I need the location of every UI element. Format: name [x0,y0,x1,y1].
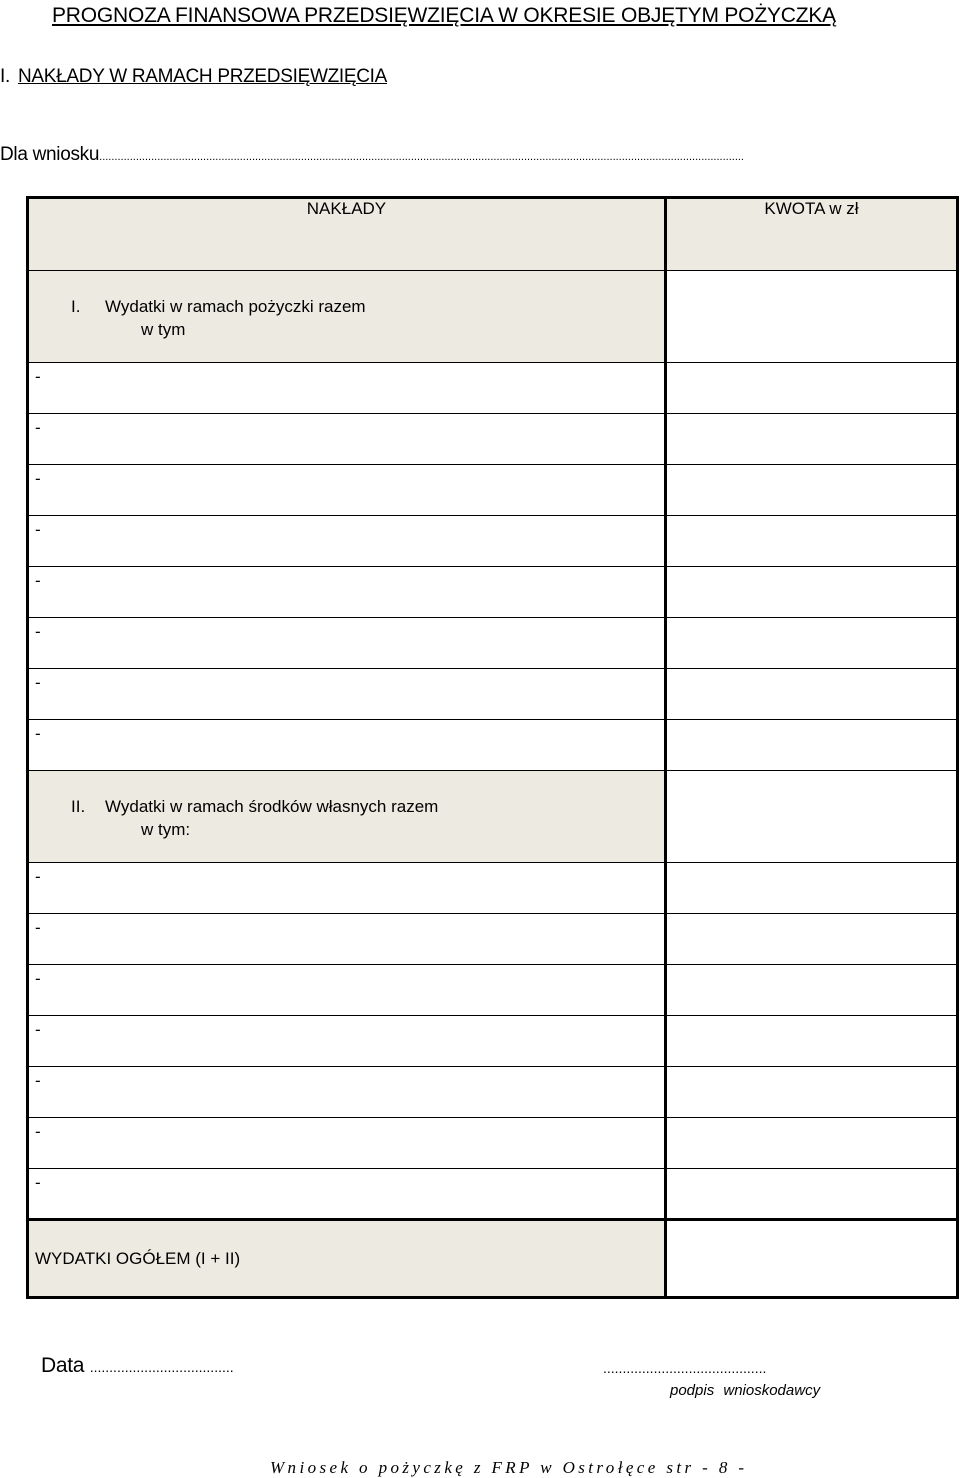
item-dash: - [35,571,41,590]
table-row [28,720,958,771]
application-dots: ................................................................................................................................................................................................................... [99,151,744,163]
item-dash: - [35,520,41,539]
table-row [28,863,958,914]
section-label-text: Wydatki w ramach pożyczki razem [105,297,366,316]
total-label: WYDATKI OGÓŁEM (I + II) [28,1220,666,1298]
amount-cell[interactable] [665,914,957,965]
item-dash: - [35,1071,41,1090]
amount-cell[interactable] [665,567,957,618]
item-dash: - [35,622,41,641]
table-row [28,414,958,465]
application-label: Dla wniosku [0,144,100,165]
item-dash: - [35,469,41,488]
section-roman: II. [71,797,86,816]
amount-cell[interactable] [665,1067,957,1118]
table-row [28,669,958,720]
amount-cell[interactable] [665,363,957,414]
section-label-loan [29,271,664,341]
section-heading [0,66,387,88]
section-sub-text: w tym: [141,820,191,839]
amount-cell[interactable] [665,669,957,720]
header-costs: NAKŁADY [28,198,666,271]
amount-cell[interactable] [665,271,957,363]
total-row [28,1220,958,1298]
application-line [0,144,744,166]
table-header-row [28,198,958,271]
amount-cell[interactable] [665,465,957,516]
item-dash: - [35,724,41,743]
table-row [28,567,958,618]
section-number: I. [0,66,10,87]
table-row [28,1118,958,1169]
table-row [28,914,958,965]
signature-field[interactable]: .......................................... [603,1360,767,1376]
header-amount: KWOTA w zł [665,198,957,271]
item-dash: - [35,367,41,386]
table-row [28,1016,958,1067]
table-row [28,465,958,516]
amount-cell[interactable] [665,1118,957,1169]
section-label-text: Wydatki w ramach środków własnych razem [105,797,439,816]
section-row-loan [28,271,958,363]
table-row [28,363,958,414]
amount-cell[interactable] [665,1169,957,1220]
amount-cell[interactable] [665,618,957,669]
section-row-own-funds [28,771,958,863]
table-row [28,965,958,1016]
table-row [28,1169,958,1220]
amount-cell[interactable] [665,516,957,567]
item-dash: - [35,918,41,937]
amount-cell[interactable] [665,1016,957,1067]
date-line [41,1354,234,1378]
amount-cell[interactable] [665,771,957,863]
costs-table [26,196,959,1299]
date-field[interactable]: ..................................... [89,1359,234,1375]
amount-cell[interactable] [665,414,957,465]
item-dash: - [35,418,41,437]
page-title: PROGNOZA FINANSOWA PRZEDSIĘWZIĘCIA W OKRESIE OBJĘTYM POŻYCZKĄ [52,4,836,27]
item-dash: - [35,1122,41,1141]
item-dash: - [35,969,41,988]
item-dash: - [35,1020,41,1039]
item-dash: - [35,1173,41,1192]
table-row [28,618,958,669]
table-row [28,516,958,567]
amount-cell[interactable] [665,720,957,771]
amount-cell[interactable] [665,965,957,1016]
section-heading-text: NAKŁADY W RAMACH PRZEDSIĘWZIĘCIA [17,66,388,87]
date-label: Data [41,1354,85,1377]
amount-cell[interactable] [665,863,957,914]
signature-label: podpis wnioskodawcy [670,1382,821,1399]
section-roman: I. [71,297,81,316]
total-amount-cell[interactable] [665,1220,957,1298]
section-sub-text: w tym [141,320,186,339]
table-row [28,1067,958,1118]
item-dash: - [35,673,41,692]
section-label-own-funds [29,771,664,841]
item-dash: - [35,867,41,886]
page-footer: Wniosek o pożyczkę z FRP w Ostrołęce str - 8 - [270,1458,748,1477]
